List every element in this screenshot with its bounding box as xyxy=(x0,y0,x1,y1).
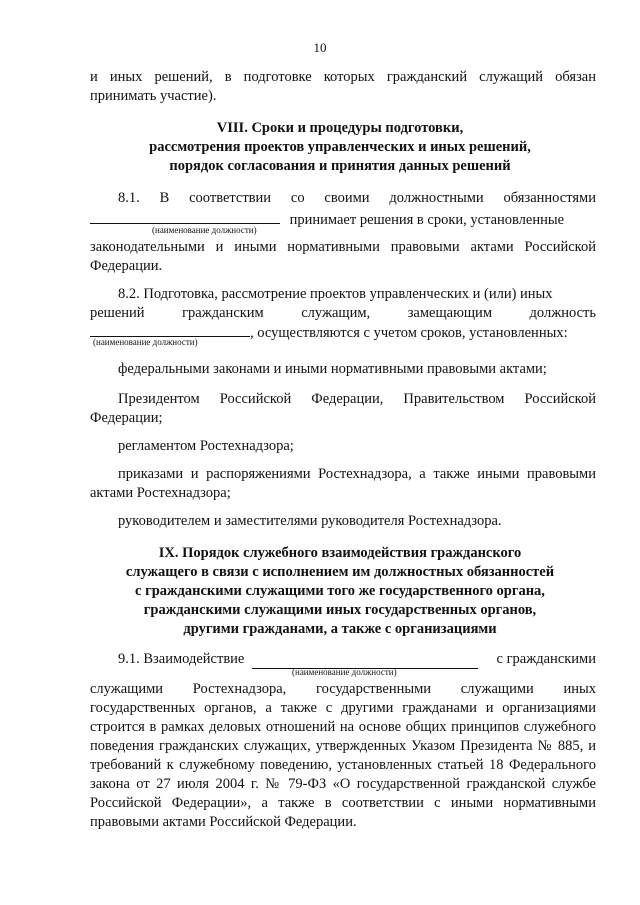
paragraph-9-1-head: 9.1. Взаимодействие xyxy=(118,651,245,667)
list-item: регламентом Ростехнадзора; xyxy=(118,438,294,454)
list-item: Президентом Российской Федерации, Правительством Российской Федерации; xyxy=(90,391,596,426)
word: замещающим xyxy=(407,305,492,321)
section-8-heading-line-2: рассмотрения проектов управленческих и иных решений, xyxy=(149,139,531,155)
word: 8.1. xyxy=(118,190,140,206)
position-name-blank xyxy=(90,208,280,224)
word: обязанностями xyxy=(503,190,596,206)
paragraph-9-1-tail: с гражданскими xyxy=(496,651,596,667)
section-8-heading-line-1: VIII. Сроки и процедуры подготовки, xyxy=(216,120,464,136)
list-item: приказами и распоряжениями Ростехнадзора, а также иными правовыми актами Ростехнадзора; xyxy=(90,466,596,501)
paragraph-8-1-line-1 xyxy=(118,189,596,208)
list-item: руководителем и заместителями руководителя Ростехнадзора. xyxy=(118,513,502,529)
position-name-note: (наименование должности) xyxy=(292,667,397,677)
word: должность xyxy=(529,305,596,321)
section-8-heading-line-3: порядок согласования и принятия данных решений xyxy=(169,158,511,174)
paragraph-8-1-rest: законодательными и иными нормативными правовыми актами Российской Федерации. xyxy=(90,239,596,274)
paragraph-8-1-line-2-text: принимает решения в сроки, установленные xyxy=(289,212,565,228)
paragraph-8-2-line-1: 8.2. Подготовка, рассмотрение проектов управленческих и (или) иных xyxy=(118,286,553,302)
position-name-note: (наименование должности) xyxy=(93,337,198,347)
section-9-heading-line-3: с гражданскими служащими того же государственного органа, xyxy=(135,583,545,599)
position-name-note: (наименование должности) xyxy=(152,225,257,235)
section-9-heading-line-2: служащего в связи с исполнением им должностных обязанностей xyxy=(125,564,555,580)
word: должностными xyxy=(389,190,484,206)
list-item: федеральными законами и иными нормативными правовыми актами; xyxy=(118,361,547,377)
word: служащим, xyxy=(301,305,371,321)
position-name-blank xyxy=(90,321,250,337)
section-9-heading-line-1: IX. Порядок служебного взаимодействия гражданского xyxy=(158,545,522,561)
word: В xyxy=(159,190,170,206)
paragraph-8-2-line-3-text: , осуществляются с учетом сроков, установленных: xyxy=(250,325,568,341)
word: соответствии xyxy=(189,190,272,206)
word: своими xyxy=(324,190,370,206)
section-9-heading-line-4: гражданскими служащими иных государственных органов, xyxy=(143,602,537,618)
word: решений xyxy=(90,305,145,321)
section-9-heading-line-5: другими гражданами, а также с организациями xyxy=(183,621,497,637)
intro-paragraph: и иных решений, в подготовке которых гражданский служащий обязан принимать участие). xyxy=(90,69,596,104)
page-number: 10 xyxy=(313,40,327,55)
paragraph-9-1-rest: служащими Ростехнадзора, государственными служащими иных государственных органов, а также с другими гражданами и организациями строится в рамках деловых отношений на основе общих принципов служебного поведения гражданских служащих, утвержденных Указом Президента № 885, и требований к служебному поведению, установленных статьей 18 Федерального закона от 27 июля 2004 г. № 79-ФЗ «О государственной гражданской службе Российской Федерации», а также в соответствии с иными нормативными правовыми актами Российской Федерации. xyxy=(90,681,596,830)
word: гражданским xyxy=(182,305,264,321)
word: со xyxy=(290,190,305,206)
